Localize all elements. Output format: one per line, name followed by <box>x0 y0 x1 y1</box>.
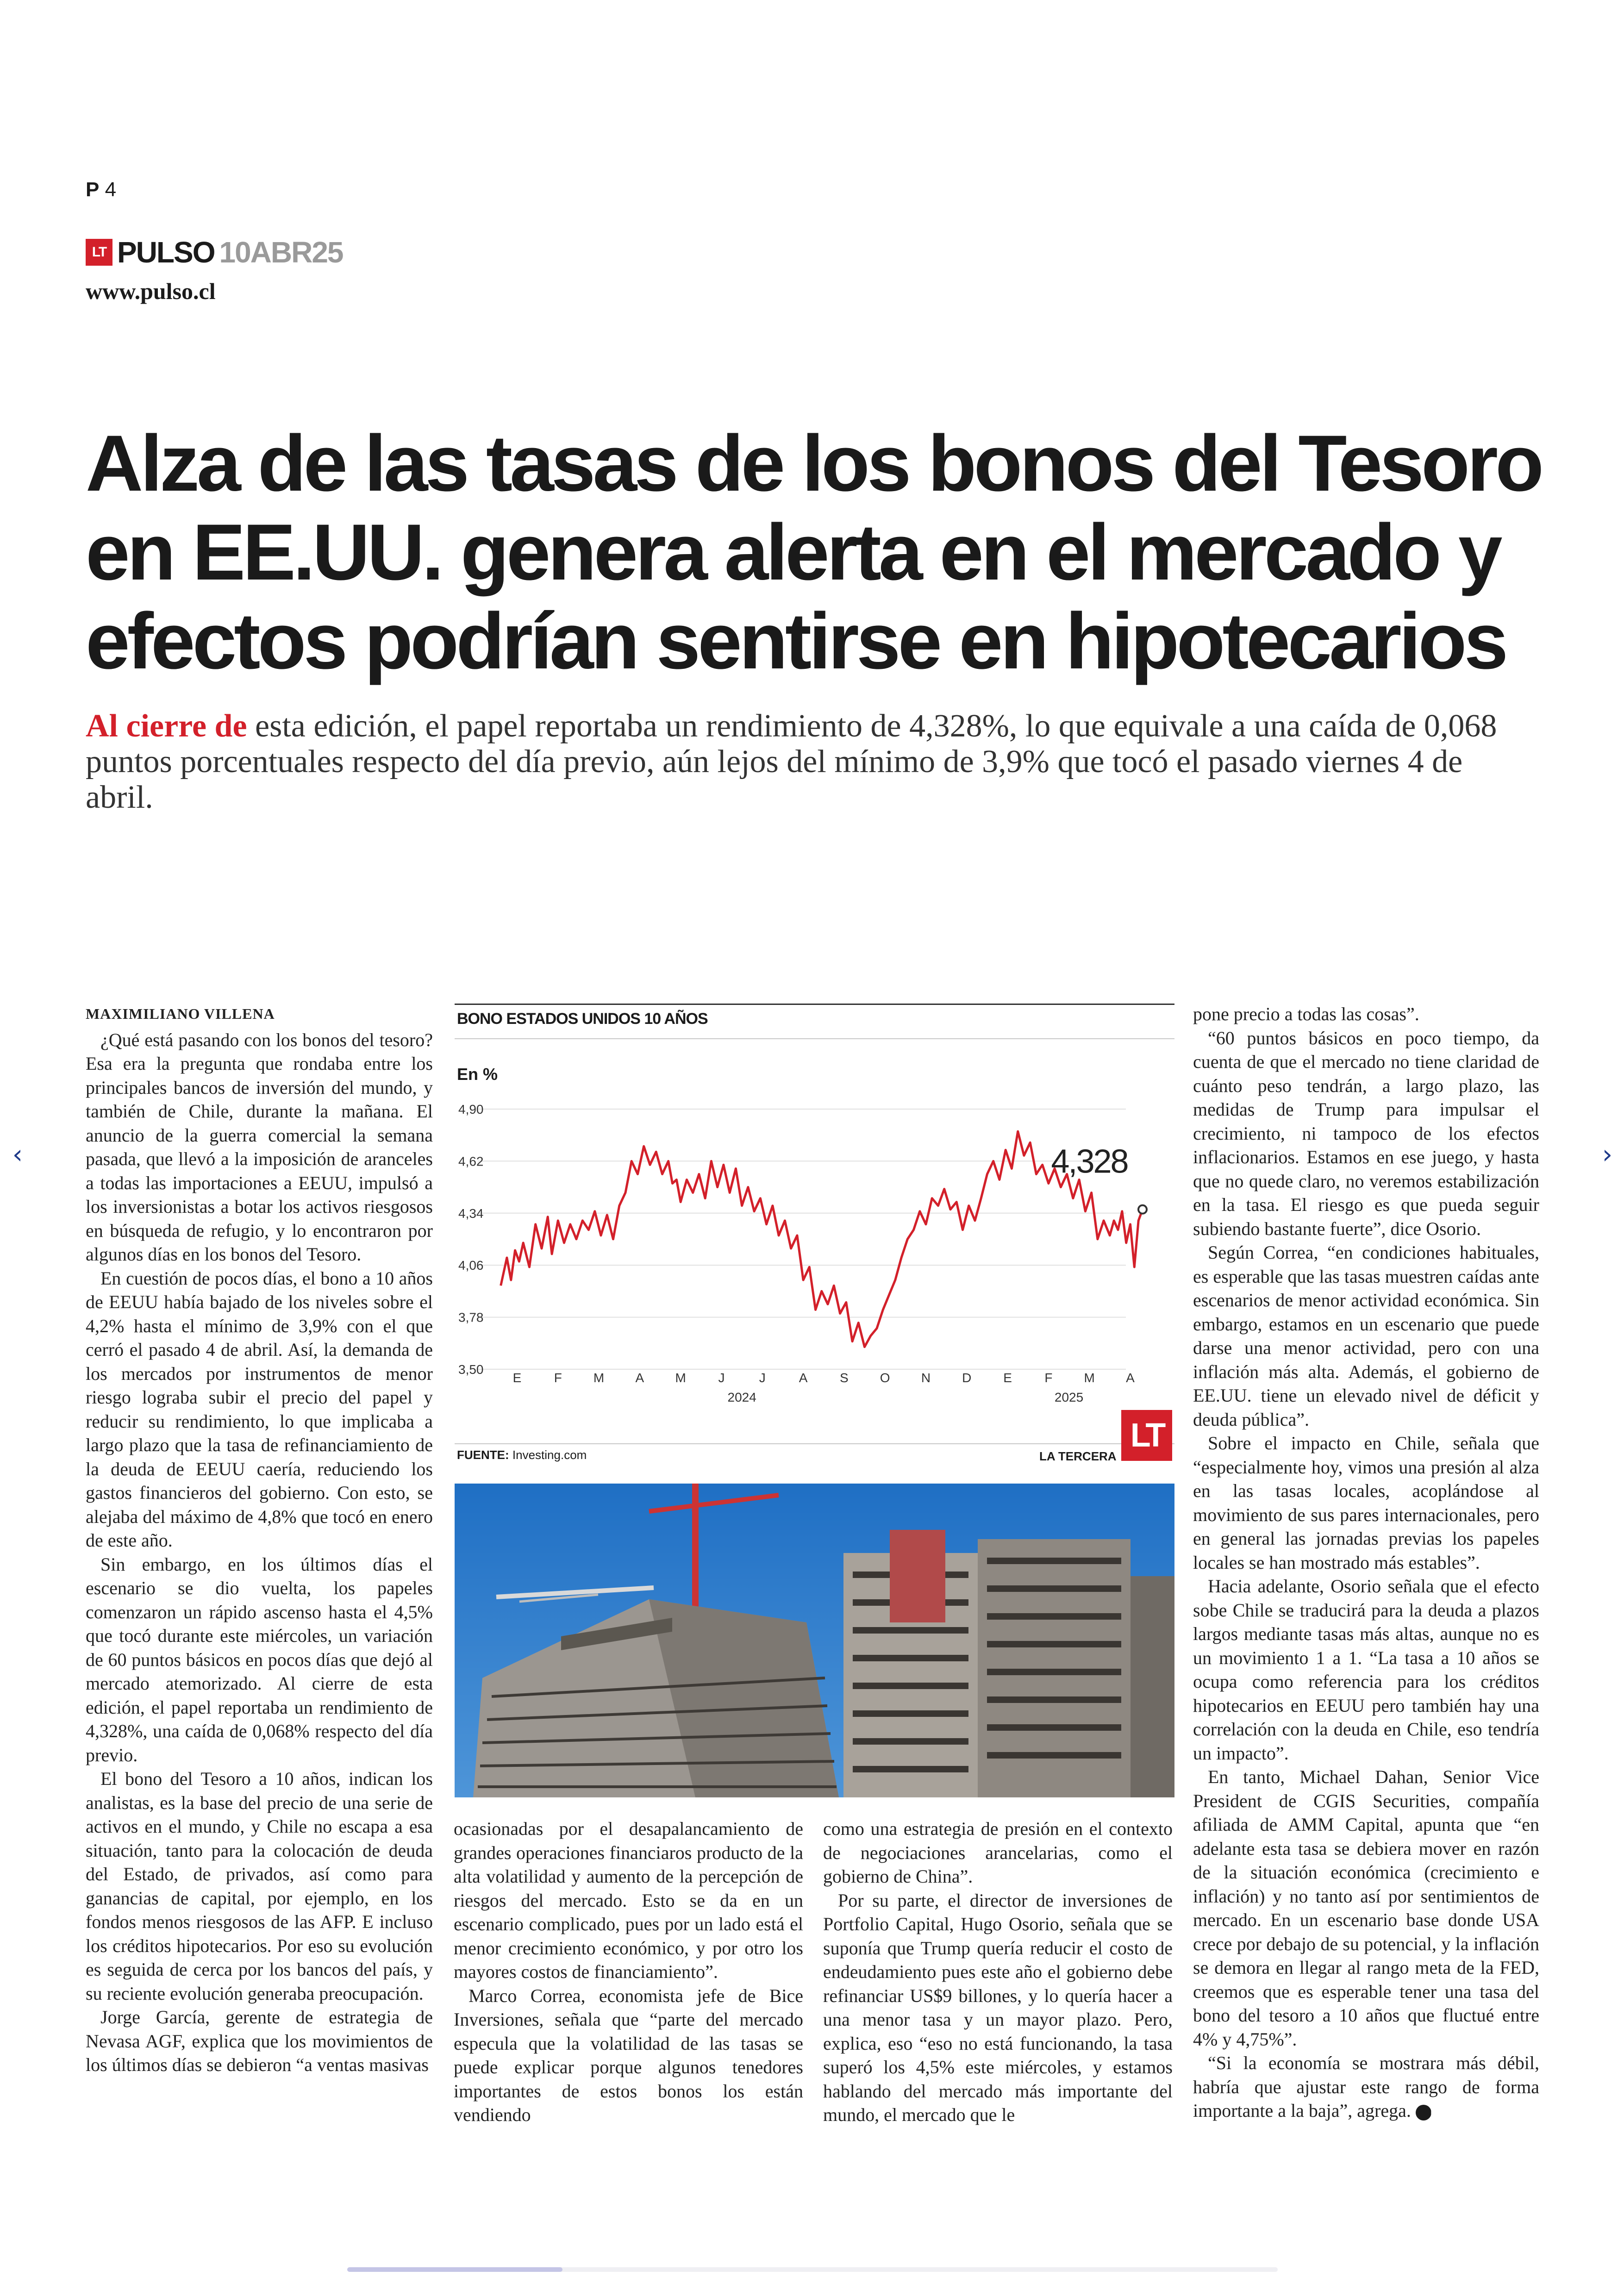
chart-title: BONO ESTADOS UNIDOS 10 AÑOS <box>457 1010 708 1028</box>
bond-yield-chart <box>455 1004 1174 1469</box>
y-tick-label: 4,90 <box>458 1102 484 1116</box>
paragraph: como una estrategia de presión en el contexto de negociaciones arancelarias, como el gobierno de China”. <box>823 1818 1173 1887</box>
byline: MAXIMILIANO VILLENA <box>86 1005 275 1022</box>
lt-logo: LT <box>86 239 112 266</box>
last-value-marker <box>1138 1205 1147 1214</box>
series-line <box>501 1131 1143 1347</box>
x-tick-label: F <box>554 1371 562 1385</box>
end-mark-icon: P <box>1416 2105 1431 2120</box>
lead-highlight: Al cierre de <box>86 708 247 744</box>
paragraph: Según Correa, “en condiciones habituales, es esperable que las tasas muestren caídas ante escenarios de menor actividad económica. Sin embargo, estamos en un escenario que puede darse una menor actividad, pero con una inflación más alta. Además, el gobierno de EE.UU. tiene un elevado nivel de déficit y deuda pública”. <box>1193 1242 1539 1430</box>
paragraph: Por su parte, el director de inversiones de Portfolio Capital, Hugo Osorio, señala que se suponía que Trump quería reducir el costo de endeudamiento pues este año el gobierno debe refinanciar US$9 billones, y lo quería hacer a una menor tasa y un mayor plazo. Pero, explica, eso “eso no está funcionando, la tasa superó los 4,5% este miércoles, y estamos hablando del mercado más importante del mundo, el mercado que le <box>823 1890 1173 2125</box>
article-column-1 <box>86 1002 433 2077</box>
y-tick-label: 3,50 <box>458 1362 484 1377</box>
paragraph: En tanto, Michael Dahan, Senior Vice President de CGIS Securities, compañía afiliada de AMM Capital, apunta que “en adelante esta tasa se debiera mover en razón de la situación económica (crecimiento e inflación) y no tanto así por sentimientos de mercado. En un escenario base donde USA crece por debajo de su potencial, y la inflación se demora en llegar al rango meta de la FED, creemos que es esperable tener una tasa del bono del tesoro a 10 años que fluctué entre 4% y 4,75%”. <box>1193 1766 1539 2050</box>
paragraph: Sobre el impacto en Chile, señala que “especialmente hoy, vimos una presión al alza en las tasas locales, acoplándose al movimiento de sus pares internacionales, pero en general las jornadas previas los papeles locales se han mostrado más estables”. <box>1193 1433 1539 1573</box>
x-tick-label: S <box>840 1371 849 1385</box>
x-tick-label: J <box>759 1371 766 1385</box>
edition-date: 10ABR25 <box>219 236 343 269</box>
lead-paragraph <box>86 708 1525 815</box>
y-tick-label: 4,34 <box>458 1206 484 1221</box>
x-tick-label: N <box>921 1371 931 1385</box>
x-tick-label: M <box>675 1371 686 1385</box>
y-tick-label: 4,06 <box>458 1258 484 1273</box>
lt-logo: LT <box>1121 1410 1172 1461</box>
chart-rule <box>455 1443 1174 1444</box>
masthead <box>86 236 343 268</box>
article-column-2 <box>454 1817 803 2127</box>
year-label: 2024 <box>727 1390 756 1404</box>
lead-text: esta edición, el papel reportaba un rendimiento de 4,328%, lo que equivale a una caída de 0,068 puntos porcentuales respecto del día previo, aún lejos del mínimo de 3,9% que tocó el pasado viernes 4 de abril. <box>86 708 1497 815</box>
paragraph: “Si la economía se mostrara más débil, habría que ajustar este rango de forma importante a la baja”, agrega. P <box>1193 2052 1539 2121</box>
headline: Alza de las tasas de los bonos del Tesoro en EE.UU. genera alerta en el mercado y efectos podrían sentirse en hipotecarios <box>86 419 1542 686</box>
year-label: 2025 <box>1054 1390 1084 1404</box>
chart-source: FUENTE: Investing.com <box>457 1448 587 1462</box>
last-value-label: 4,328 <box>1051 1143 1128 1180</box>
paragraph: En cuestión de pocos días, el bono a 10 años de EEUU había bajado de los niveles sobre el 4,2% hasta el mínimo de 3,9% con el que cerró el pasado 4 de abril. Así, la demanda de los mercados por instrumentos de menor riesgo lograba subir el precio del papel y reducir su rendimiento, lo que implicaba a largo plazo que la tasa de refinanciamiento de la deuda de EEUU caería, reduciendo los gastos financieros del gobierno. Con esto, se alejaba del máximo de 4,8% que tocó en enero de este año. <box>86 1267 433 1551</box>
y-tick-label: 4,62 <box>458 1154 484 1169</box>
x-tick-label: A <box>1126 1371 1135 1385</box>
article-column-4 <box>1193 1002 1539 2123</box>
page-scrollbar-thumb[interactable] <box>347 2267 562 2272</box>
x-tick-label: M <box>593 1371 605 1385</box>
x-tick-label: J <box>718 1371 725 1385</box>
site-url[interactable]: www.pulso.cl <box>86 278 216 304</box>
x-tick-label: E <box>512 1371 522 1385</box>
page-number: P 4 <box>86 178 117 201</box>
paragraph: Hacia adelante, Osorio señala que el efecto sobe Chile se traducirá para la deuda a plazos largos mediante tasas más altas, aunque no es un movimiento 1 a 1. “La tasa a 10 años se ocupa como referencia para los créditos hipotecarios en EEUU pero también hay una correlación con la deuda en Chile, eso tendría un impacto”. <box>1193 1576 1539 1764</box>
brand-name: PULSO <box>117 236 215 269</box>
chart-credit: LA TERCERA <box>1039 1449 1117 1463</box>
paragraph: Jorge García, gerente de estrategia de Nevasa AGF, explica que los movimientos de los últimos días se debieron “a ventas masivas <box>86 2007 433 2075</box>
paragraph: El bono del Tesoro a 10 años, indican los analistas, es la base del precio de una serie de activos en el mundo, y Chile no escapa a esa situación, tanto para la colocación de deuda del Estado, de privados, así como para ganancias de capital, por ejemplo, en los fondos menos riesgosos de las AFP. E incluso los créditos hipotecarios. Por eso su evolución es seguida de cerca por los bancos del país, y su reciente evolución generaba preocupación. <box>86 1768 433 2004</box>
paragraph: “60 puntos básicos en poco tiempo, da cuenta de que el mercado no tiene claridad de cuánto peso tendrán, a largo plazo, las medidas de Trump para impulsar el crecimiento, ni tampoco de los efectos inflacionarios. Estamos en ese juego, y hasta que no quede claro, no veremos estabilización en la tasa. El riesgo es que pueda seguir subiendo bastante fuerte”, dice Osorio. <box>1193 1027 1539 1239</box>
construction-photo <box>455 1484 1174 1797</box>
y-tick-label: 3,78 <box>458 1310 484 1325</box>
previous-page-button[interactable]: ‹ <box>12 1140 23 1170</box>
paragraph: pone precio a todas las cosas”. <box>1193 1004 1419 1024</box>
x-tick-label: O <box>880 1371 890 1385</box>
article-column-3 <box>823 1817 1173 2127</box>
paragraph: Marco Correa, economista jefe de Bice Inversiones, señala que “parte del mercado especula que la volatilidad de las tasas se puede explicar porque algunos tenedores importantes de estos bonos los están vendiendo <box>454 1985 803 2125</box>
next-page-button[interactable]: › <box>1602 1140 1613 1170</box>
paragraph: ocasionadas por el desapalancamiento de grandes operaciones financiaros producto de la alta volatilidad y aumento de la percepción de riesgos del mercado. Esto se da en un escenario complicado, pues por un lado está el menor crecimiento económico, y por otro los mayores costos de financiamiento”. <box>454 1818 803 1982</box>
paragraph: ¿Qué está pasando con los bonos del tesoro? Esa era la pregunta que rondaba entre los principales bancos de inversión del mundo, y también de Chile, durante la mañana. El anuncio de la guerra comercial la semana pasada, que llevó a la imposición de aranceles a todas las importaciones a EEUU, impulsó a los inversionistas a botar los activos riesgosos en búsqueda de refugio, y lo encontraron por algunos días en los bonos del Tesoro. <box>86 1029 433 1265</box>
paragraph: Sin embargo, en los últimos días el escenario se dio vuelta, los papeles comenzaron un rápido ascenso hasta el 4,5% que tocó durante este miércoles, un variación de 60 puntos básicos en pocos días que dejó al mercado atemorizado. Al cierre de esta edición, el papel reportaba un rendimiento de 4,328%, una caída de 0,068% respecto del día previo. <box>86 1553 433 1765</box>
x-tick-label: E <box>1003 1371 1012 1385</box>
x-tick-label: D <box>962 1371 972 1385</box>
chart-y-unit: En % <box>457 1065 498 1084</box>
chart-plot <box>455 1004 1174 1443</box>
x-tick-label: F <box>1044 1371 1053 1385</box>
x-tick-label: A <box>799 1371 808 1385</box>
x-tick-label: M <box>1084 1371 1095 1385</box>
x-tick-label: A <box>635 1371 644 1385</box>
